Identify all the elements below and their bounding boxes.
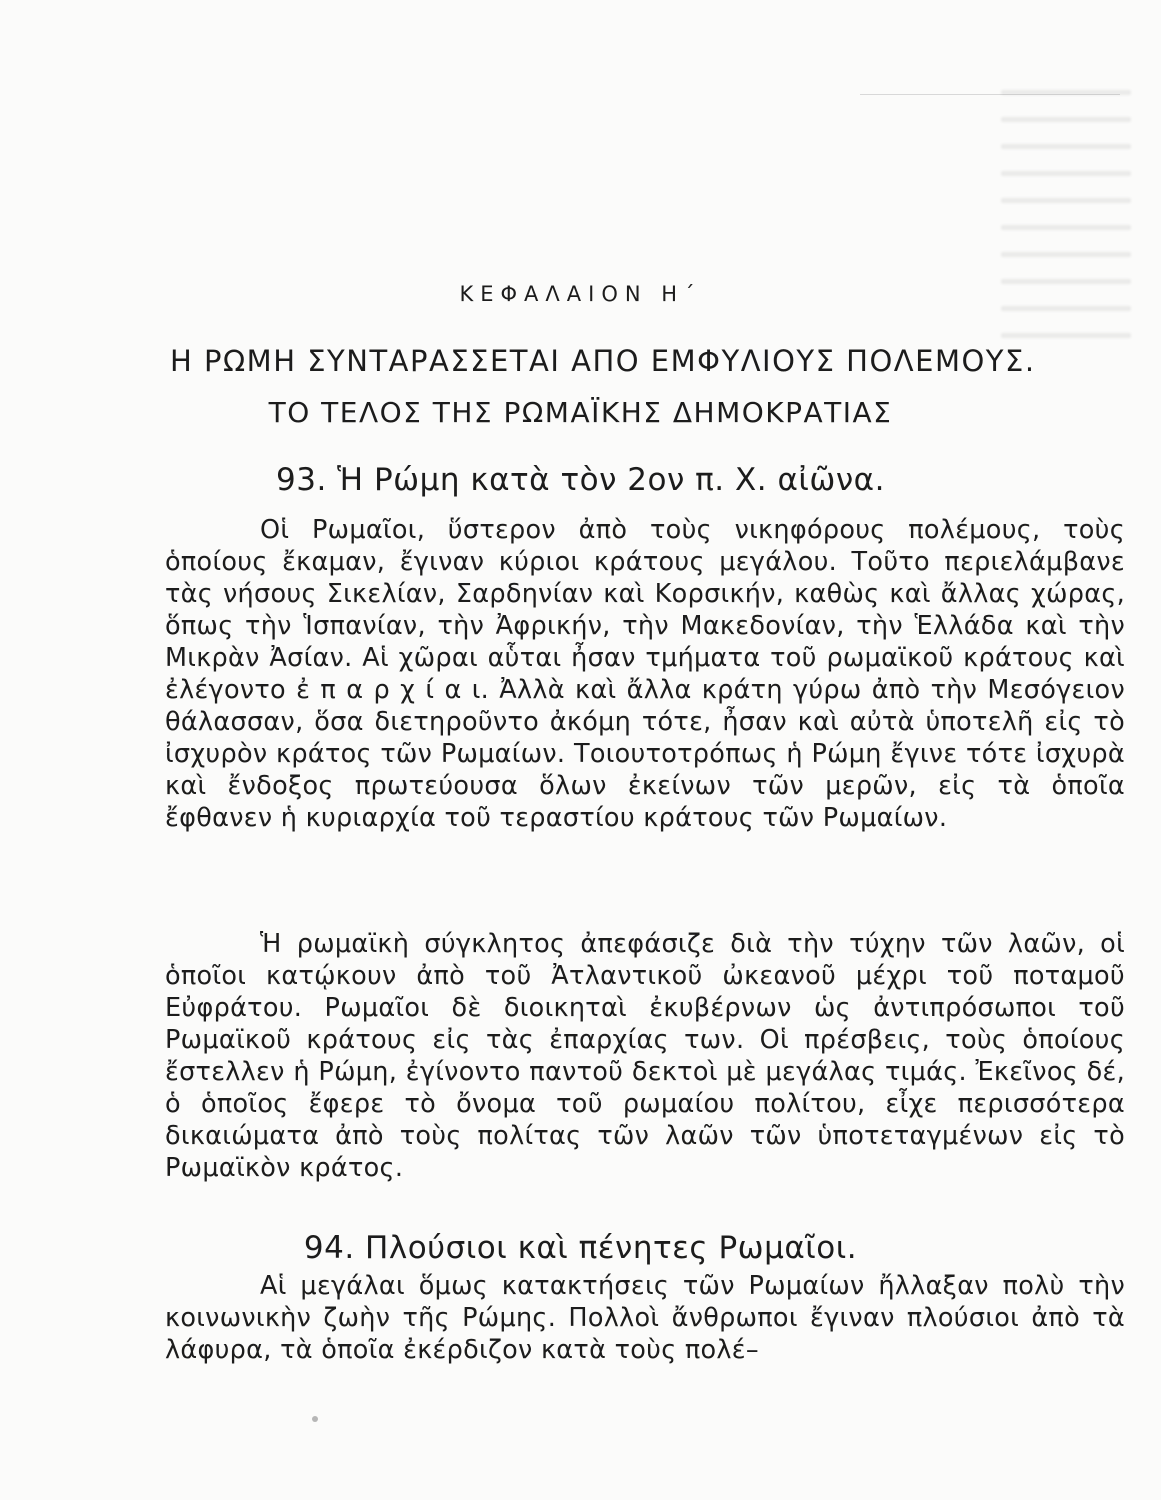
- section-93-heading: 93. Ἡ Ρώμη κατὰ τὸν 2ον π. Χ. αἰῶνα.: [276, 462, 885, 498]
- paper-speck: [312, 1416, 318, 1422]
- chapter-label: ΚΕΦΑΛΑΙΟΝ Η΄: [459, 282, 702, 306]
- bleed-through-rule: [860, 94, 1120, 95]
- section-93-paragraph-1: Οἱ Ρωμαῖοι, ὕστερον ἀπὸ τοὺς νικηφόρους πολέμους, τοὺς ὁποίους ἔκαμαν, ἔγιναν κύριοι κράτους μεγάλου. Τοῦτο περιελάμβανε τὰς νήσους Σικελίαν, Σαρδηνίαν καὶ Κορσικήν, καθὼς καὶ ἄλλας χώρας, ὅπως τὴν Ἱσπανίαν, τὴν Ἀφρικήν, τὴν Μακεδονίαν, τὴν Ἑλλάδα καὶ τὴν Μικρὰν Ἀσίαν. Αἱ χῶραι αὗται ἦσαν τμήματα τοῦ ρωμαϊκοῦ κράτους καὶ ἐλέγοντο ἐ π α ρ χ ί α ι. Ἀλλὰ καὶ ἄλλα κράτη γύρω ἀπὸ τὴν Μεσόγειον θάλασσαν, ὅσα διετηροῦντο ἀκόμη τότε, ἦσαν καὶ αὐτὰ ὑποτελῆ εἰς τὸ ἰσχυρὸν κράτος τῶν Ρωμαίων. Τοιουτοτρόπως ἡ Ρώμη ἔγινε τότε ἰσχυρὰ καὶ ἔνδοξος πρωτεύουσα ὅλων ἐκείνων τῶν μερῶν, εἰς τὰ ὁποῖα ἔφθανεν ἡ κυριαρχία τοῦ τεραστίου κράτους τῶν Ρωμαίων.: [165, 515, 1125, 833]
- chapter-title-line-2: ΤΟ ΤΕΛΟΣ ΤΗΣ ΡΩΜΑΪΚΗΣ ΔΗΜΟΚΡΑΤΙΑΣ: [268, 396, 893, 429]
- chapter-title-line-1: Η ΡΩΜΗ ΣΥΝΤΑΡΑΣΣΕΤΑΙ ΑΠΟ ΕΜΦΥΛΙΟΥΣ ΠΟΛΕΜΟΥΣ.: [170, 344, 1036, 378]
- section-94-heading: 94. Πλούσιοι καὶ πένητες Ρωμαῖοι.: [303, 1230, 858, 1266]
- section-93-paragraph-2: Ἡ ρωμαϊκὴ σύγκλητος ἀπεφάσιζε διὰ τὴν τύχην τῶν λαῶν, οἱ ὁποῖοι κατῴκουν ἀπὸ τοῦ Ἀτλαντικοῦ ὠκεανοῦ μέχρι τοῦ ποταμοῦ Εὐφράτου. Ρωμαῖοι δὲ διοικηταὶ ἐκυβέρνων ὡς ἀντιπρόσωποι τοῦ Ρωμαϊκοῦ κράτους εἰς τὰς ἐπαρχίας των. Οἱ πρέσβεις, τοὺς ὁποίους ἔστελλεν ἡ Ρώμη, ἐγίνοντο παντοῦ δεκτοὶ μὲ μεγάλας τιμάς. Ἐκεῖνος δέ, ὁ ὁποῖος ἔφερε τὸ ὄνομα τοῦ ρωμαίου πολίτου, εἶχε περισσότερα δικαιώματα ἀπὸ τοὺς πολίτας τῶν λαῶν τῶν ὑποτεταγμένων εἰς τὸ Ρωμαϊκὸν κράτος.: [165, 929, 1125, 1183]
- section-94-paragraph-1: Αἱ μεγάλαι ὅμως κατακτήσεις τῶν Ρωμαίων ἤλλαξαν πολὺ τὴν κοινωνικὴν ζωὴν τῆς Ρώμης. Πολλοὶ ἄνθρωποι ἔγιναν πλούσιοι ἀπὸ τὰ λάφυρα, τὰ ὁποῖα ἐκέρδιζον κατὰ τοὺς πολέ–: [165, 1271, 1125, 1365]
